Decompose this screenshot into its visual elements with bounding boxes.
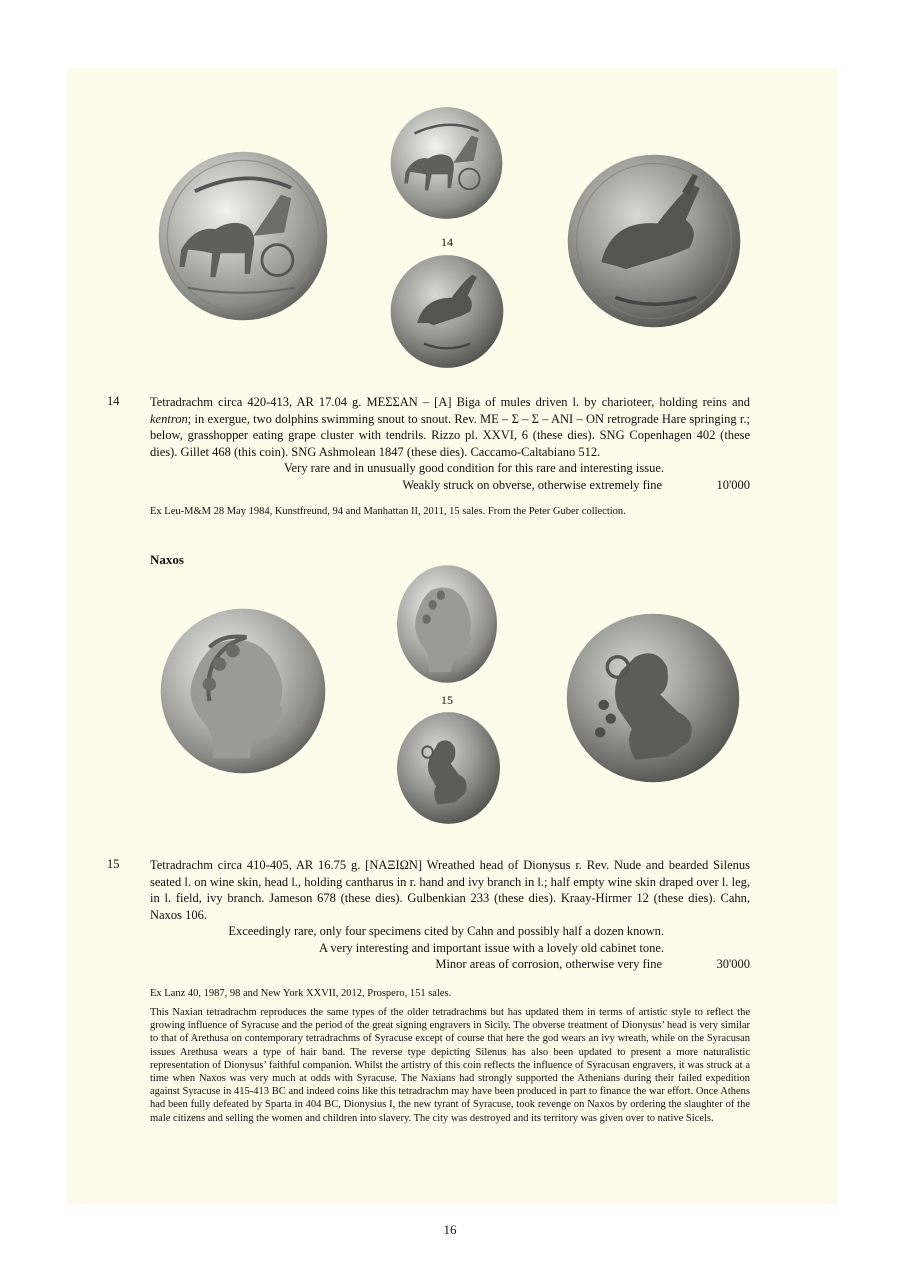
lot15-description <box>150 857 750 973</box>
lot15-obverse-small-image <box>396 564 498 684</box>
lot14-price: 10'000 <box>716 477 750 492</box>
lot14-obverse-small-image <box>388 106 505 220</box>
lot14-number: 14 <box>107 394 120 408</box>
lot15-text: Tetradrachm circa 410-405, AR 16.75 g. [ΝΑΞΙΩΝ] Wreathed head of Dionysus r. Rev. Nude and bearded Silenus seated l. on wine skin, head l., holding cantharus in r. hand and ivy branch in l.; half empty wine skin draped over l. leg, in l. field, ivy branch. Jameson 678 (these dies). Gulbenkian 233 (these dies). Kraay-Hirmer 12 (these dies). Cahn, Naxos 106. <box>150 858 750 922</box>
lot15-note2: A very interesting and important issue with a lovely old cabinet tone. <box>318 940 664 955</box>
lot15-reverse-small-image <box>396 711 501 825</box>
lot15-reverse-large-image <box>565 612 741 784</box>
page-number: 16 <box>443 1222 457 1237</box>
lot14-italic: kentron <box>150 411 188 426</box>
lot14-note1: Very rare and in unusually good condition for this rare and interesting issue. <box>283 461 664 475</box>
lot15-number: 15 <box>107 857 120 871</box>
lot14-text: Tetradrachm circa 420-413, AR 17.04 g. ΜΕΣΣΑΝ – [Α] Biga of mules driven l. by charioteer, holding reins and <box>150 395 750 409</box>
section-heading: Naxos <box>150 552 184 567</box>
lot14-image-label: 14 <box>441 235 453 249</box>
lot14-reverse-small-image <box>389 254 505 369</box>
lot15-note1: Exceedingly rare, only four specimens cited by Cahn and possibly half a dozen known. <box>228 924 664 938</box>
lot15-note3: Minor areas of corrosion, otherwise very fine <box>435 957 662 971</box>
lot14-provenance: Ex Leu-M&M 28 May 1984, Kunstfreund, 94 and Manhattan II, 2011, 15 sales. From the Peter Guber collection. <box>150 506 626 517</box>
lot15-price: 30'000 <box>716 957 750 971</box>
lot14-note2: Weakly struck on obverse, otherwise extremely fine <box>402 477 662 492</box>
lot14-text2: ; in exergue, two dolphins swimming snout to snout. Rev. ΜΕ – Σ – Σ – ΑΝΙ – ΟΝ retrograde Hare springing r.; below, grasshopper eating grape cluster with tendrils. Rizzo pl. XXVI, 6 (these dies). SNG Copenhagen 402 (these dies). Gillet 468 (this coin). SNG Ashmolean 1847 (these dies). Caccamo-Caltabiano 512. <box>150 411 750 459</box>
lot14-reverse-large-image <box>566 152 742 330</box>
lot15-obverse-large-image <box>155 607 331 775</box>
lot15-image-label: 15 <box>441 693 453 707</box>
lot15-provenance: Ex Lanz 40, 1987, 98 and New York XXVII, 2012, Prospero, 151 sales. <box>150 988 452 999</box>
lot15-essay: This Naxian tetradrachm reproduces the same types of the older tetradrachms but has updated them in terms of artistic style to reflect the growing influence of Syracuse and the period of the great signing engravers in Sicily. The obverse treatment of Dionysus’ head is very similar to that of Arethusa on contemporary tetradrachms of Syracuse except of course that here the god wears an ivy wreath, while on the Syracusan issues Arethusa wears a type of hair band. The reverse type depicting Silenus has also been updated to present a more naturalistic representation of Dionysus’ faithful companion. Whilst the artistry of this coin reflects the influence of Syracusan engravers, it was struck at a time when Naxos was very much at odds with Syracuse. The Naxians had strongly supported the Athenians during their failed expedition against Syracuse in 415-413 BC and indeed coins like this tetradrachm may have been produced in part to finance the war effort. Once Athens had been fully defeated by Sparta in 404 BC, Dionysius I, the new tyrant of Syracuse, took revenge on Naxos by ordering the slaughter of the male citizens and selling the women and children into slavery. The city was destroyed and its territory was given over to native Sicels. <box>150 1007 750 1124</box>
lot14-description <box>150 394 750 493</box>
lot14-obverse-large-image <box>155 150 331 322</box>
